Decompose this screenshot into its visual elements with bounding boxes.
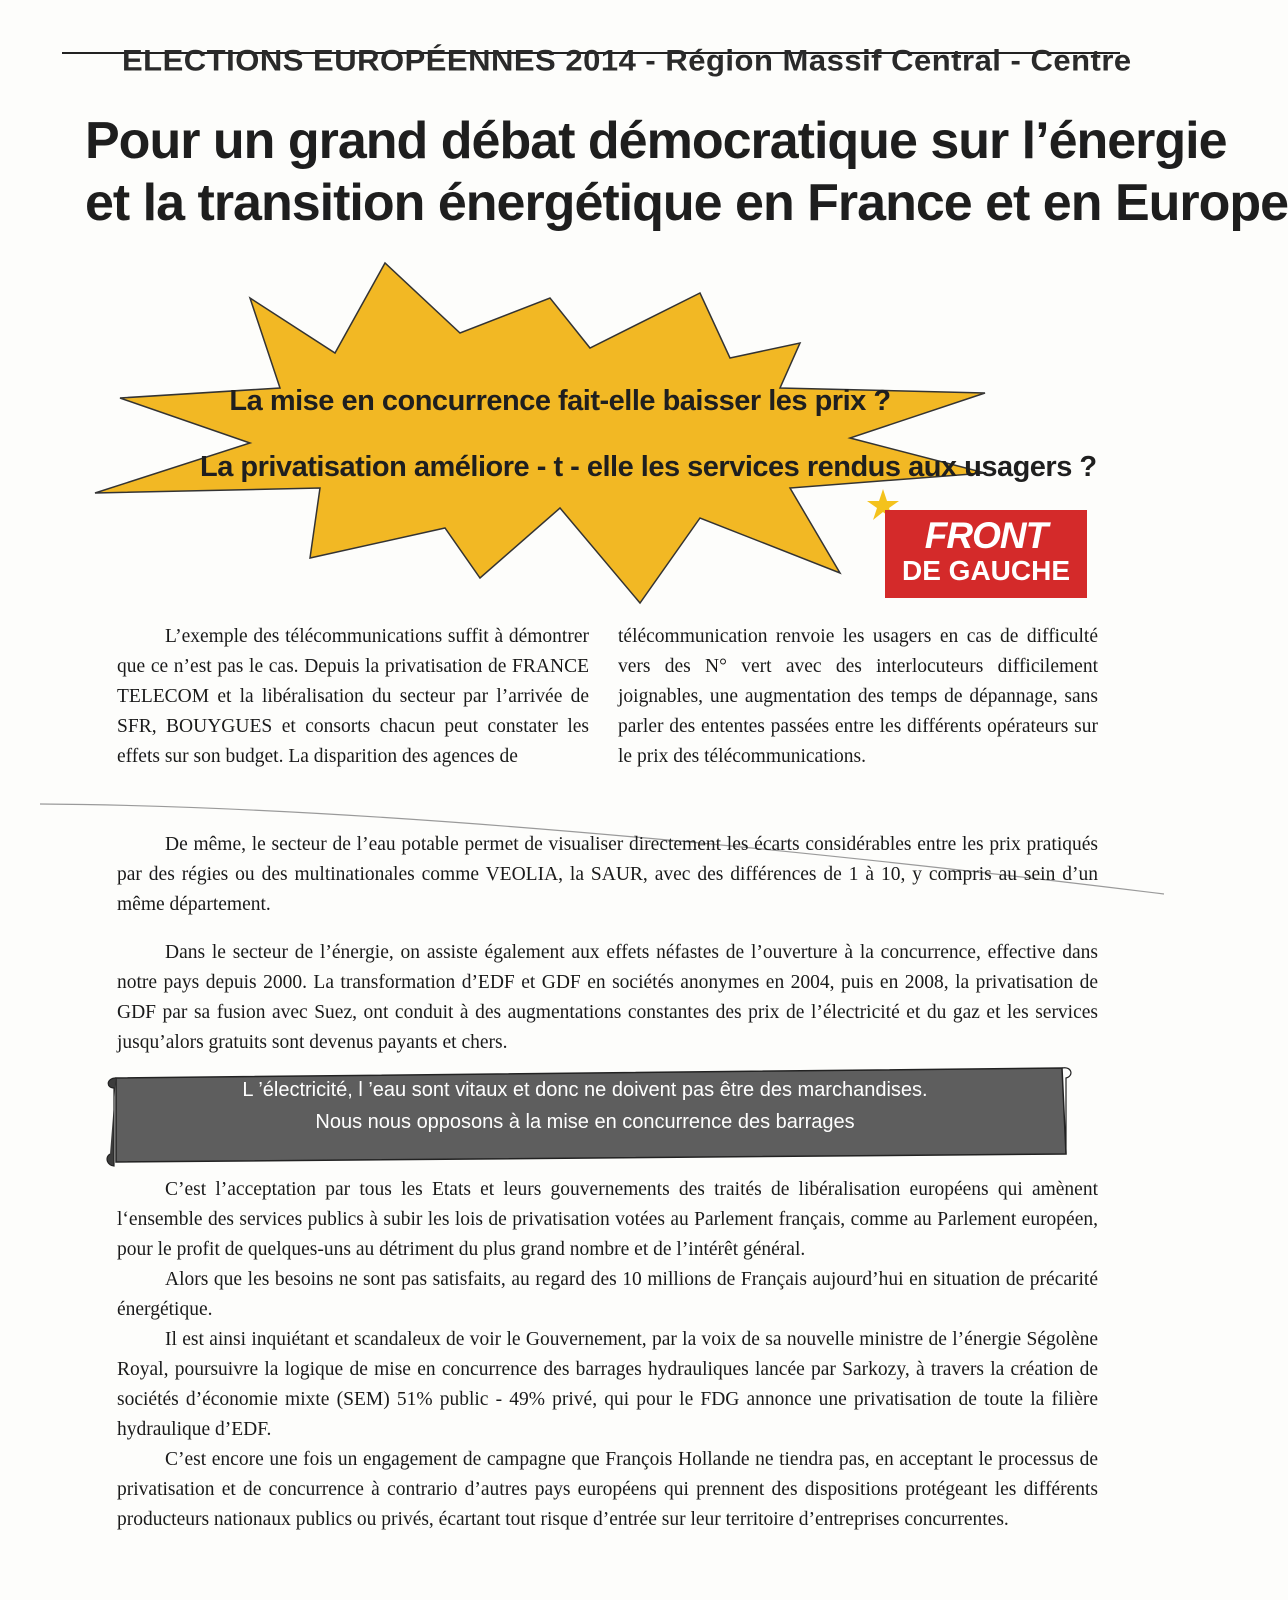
banner-line-2: Nous nous opposons à la mise en concurrence des barrages (315, 1111, 855, 1133)
question-2: La privatisation améliore - t - elle les services rendus aux usagers ? (200, 451, 1097, 483)
lower-paragraph-1: C’est l’acceptation par tous les Etats et leurs gouvernements des traités de libéralisation européens qui amènent l‘ensemble des services publics à subir les lois de privatisation votées au Parlement français, comme au Parlement européen, pour le profit de quelques-uns au détriment du plus grand nombre et de l’intérêt général. (117, 1179, 1098, 1260)
title-line-1: Pour un grand débat démocratique sur l’énergie (85, 112, 1227, 170)
burst-questions (200, 368, 1097, 500)
banner-text (120, 1074, 1050, 1138)
banner-line-1: L ’électricité, l ’eau sont vitaux et donc ne doivent pas être des marchandises. (242, 1079, 928, 1101)
title-line-2: et la transition énergétique en France et en Europe (85, 174, 1288, 232)
lower-paragraph-3: Il est ainsi inquiétant et scandaleux de voir le Gouvernement, par la voix de sa nouvelle ministre de l’énergie Ségolène Royal, poursuivre la logique de mise en concurrence des barrages hydrauliques lancée par Sarkozy, à travers la création de sociétés d’économie mixte (SEM) 51% public - 49% privé, qui pour le FDG annonce une privatisation de toute la filière hydraulique d’EDF. (117, 1329, 1098, 1440)
lower-section (117, 1175, 1098, 1535)
right-column (618, 622, 1098, 772)
left-column (117, 622, 589, 772)
energy-paragraph: Dans le secteur de l’énergie, on assiste également aux effets néfastes de l’ouverture à la concurrence, effective dans notre pays depuis 2000. La transformation d’EDF et GDF en sociétés anonymes en 2004, puis en 2008, la privatisation de GDF par sa fusion avec Suez, ont conduit à des augmentations constantes des prix de l’électricité et du gaz et les services jusqu’alors gratuits sont devenus payants et chers. (117, 942, 1098, 1053)
front-de-gauche-logo (885, 510, 1087, 598)
telecom-paragraph-left: L’exemple des télécommunications suffit à démontrer que ce n’est pas le cas. Depuis la privatisation de FRANCE TELECOM et la libéralisation du secteur par l’arrivée de SFR, BOUYGUES et consorts chacun peut constater les effets sur son budget. La disparition des agences de (117, 626, 589, 767)
logo-line-2: DE GAUCHE (901, 555, 1070, 586)
logo-line-1: FRONT (924, 515, 1048, 556)
lower-paragraph-4: C’est encore une fois un engagement de campagne que François Hollande ne tiendra pas, en acceptant le processus de privatisation et de concurrence à contrario d’autres pays européens qui prennent des dispositions protégeant les différents producteurs nationaux publics ou privés, écartant tout risque d’entrée sur leur territoire d’entreprises concurrentes. (117, 1449, 1098, 1530)
question-1: La mise en concurrence fait-elle baisser les prix ? (229, 385, 891, 417)
main-title (85, 110, 1288, 234)
lower-paragraph-2: Alors que les besoins ne sont pas satisfaits, au regard des 10 millions de Français aujourd’hui en situation de précarité énergétique. (117, 1269, 1098, 1320)
telecom-paragraph-right: télécommunication renvoie les usagers en cas de difficulté vers des N° vert avec des interlocuteurs difficilement joignables, une augmentation des temps de dépannage, sans parler des ententes passées entre les différents opérateurs sur le prix des télécommunications. (618, 626, 1098, 767)
water-paragraph: De même, le secteur de l’eau potable permet de visualiser directement les écarts considérables entre les prix pratiqués par des régies ou des multinationales comme VEOLIA, la SAUR, avec des différences de 1 à 10, y compris au sein d’un même département. (117, 834, 1098, 915)
election-header: ELECTIONS EUROPÉENNES 2014 - Région Massif Central - Centre (122, 44, 1132, 78)
